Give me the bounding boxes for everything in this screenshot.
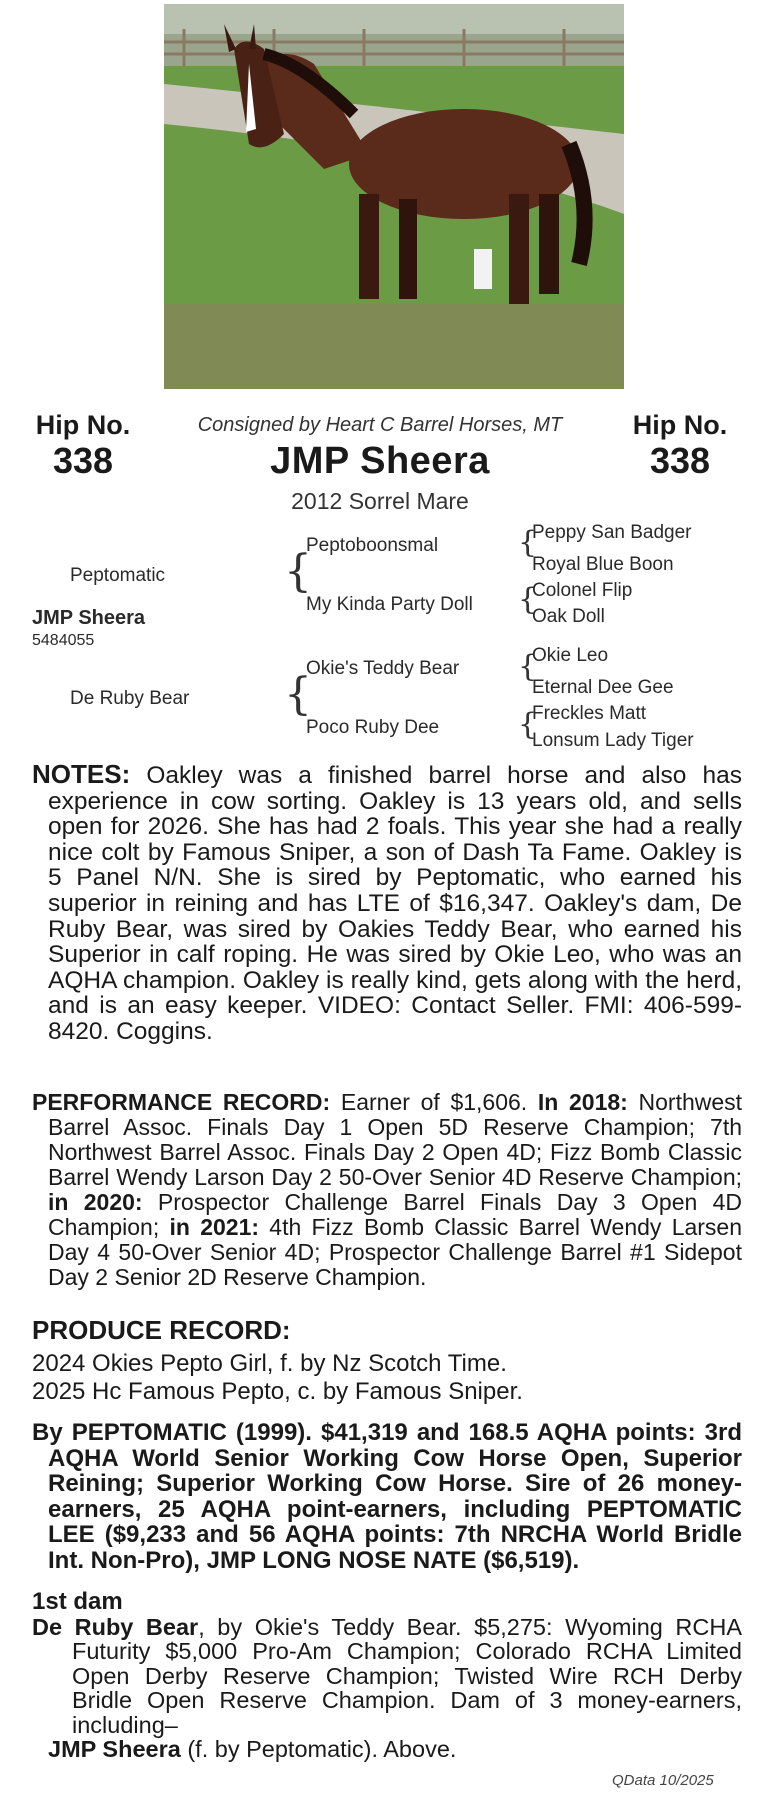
brace-ds: { — [518, 649, 538, 684]
hip-label: Hip No. — [632, 410, 728, 440]
first-dam-name: De Ruby Bear — [32, 1613, 199, 1640]
performance-year-1: In 2018: — [537, 1089, 628, 1115]
hip-label: Hip No. — [35, 410, 131, 440]
performance-year-2: in 2020: — [48, 1189, 143, 1215]
first-dam-label: 1st dam — [32, 1588, 123, 1615]
notes-text: Oakley was a finished barrel horse and also has experience in cow sorting. Oakley is 13 years old, and sells open for 2026. She has had 2 foals. This year she had a really nice colt by Famous Sniper, a son of Dash Ta Fame. Oakley is 5 Panel N/N. She is sired by Peptomatic, who earned his superior in reining and has LTE of $16,347. Oakley's dam, De Ruby Bear, was sired by Oakies Teddy Bear, who earned his Superior in calf roping. He was sired by Okie Leo, who was an AQHA champion. Oakley is really kind, gets along with the herd, and is an easy keeper. VIDEO: Contact Seller. FMI: 406-599-8420. Coggins. — [48, 762, 742, 1045]
pedigree-subject: JMP Sheera — [32, 607, 146, 629]
performance-label: PERFORMANCE RECORD: — [32, 1089, 331, 1115]
pedigree-sire-sire: Peptoboonsmal — [306, 535, 439, 556]
brace-sd: { — [518, 582, 538, 617]
pedigree-dam: De Ruby Bear — [70, 688, 190, 709]
performance-text-4: 4th Fizz Bomb Classic Barrel Wendy Larsen Day 4 50-Over Senior 4D; Prospector Challenge Barrel #1 Sidepot Day 2 Senior 2D Reserve Champion. — [48, 1214, 743, 1290]
pedigree-sd-sire: Colonel Flip — [532, 580, 633, 601]
pedigree-ss-dam: Royal Blue Boon — [532, 554, 674, 575]
sire-section — [32, 1420, 742, 1573]
performance-text-1: Earner of $1,606. — [340, 1089, 528, 1115]
brace-sire: { — [284, 546, 312, 597]
pedigree-sire-dam: My Kinda Party Doll — [306, 594, 473, 615]
brace-ss: { — [518, 525, 538, 560]
first-dam-text: , by Okie's Teddy Bear. $5,275: Wyoming RCHA Futurity $5,000 Pro-Am Champion; Colorado RCHA Limited Open Derby Reserve Champion; Twisted Wire RCH Derby Bridle Open Reserve Champion. Dam of 3 money-earners, including– — [72, 1613, 742, 1738]
notes-label: NOTES: — [32, 759, 131, 789]
first-dam-produce-text: (f. by Peptomatic). Above. — [187, 1736, 457, 1762]
performance-text-3: Prospector Challenge Barrel Finals Day 3 Open 4D Champion; — [48, 1189, 743, 1240]
first-dam-paragraph — [32, 1615, 742, 1738]
produce-line-2: 2025 Hc Famous Pepto, c. by Famous Sniper. — [32, 1377, 523, 1405]
performance-year-3: in 2021: — [169, 1214, 260, 1240]
brace-dd: { — [518, 707, 538, 742]
pedigree-ds-sire: Okie Leo — [532, 645, 609, 666]
footer-note: QData 10/2025 — [612, 1772, 714, 1789]
produce-label: PRODUCE RECORD: — [32, 1315, 291, 1345]
produce-line-1: 2024 Okies Pepto Girl, f. by Nz Scotch Time. — [32, 1349, 507, 1377]
pedigree-dam-sire: Okie's Teddy Bear — [306, 658, 460, 679]
pedigree-dd-dam: Lonsum Lady Tiger — [532, 730, 694, 751]
pedigree-ds-dam: Eternal Dee Gee — [532, 677, 674, 698]
performance-section — [32, 1090, 742, 1290]
pedigree-dd-sire: Freckles Matt — [532, 703, 647, 724]
horse-photo — [164, 4, 624, 389]
brace-dam: { — [284, 669, 312, 720]
produce-section — [32, 1315, 742, 1406]
horse-subtitle: 2012 Sorrel Mare — [291, 488, 469, 514]
sire-paragraph: By PEPTOMATIC (1999). $41,319 and 168.5 AQHA points: 3rd AQHA World Senior Working Cow Horse Open, Superior Reining; Superior Working Cow Horse. Sire of 26 money-earners, 25 AQHA point-earners, including PEPTOMATIC LEE ($9,233 and 56 AQHA points: 7th NRCHA World Bridle Int. Non-Pro), JMP LONG NOSE NATE ($6,519). — [32, 1419, 742, 1574]
horse-name: JMP Sheera — [270, 440, 490, 482]
pedigree-registration: 5484055 — [32, 632, 95, 649]
first-dam-section — [32, 1590, 742, 1762]
first-dam-produce — [32, 1737, 742, 1762]
consigned-by: Consigned by Heart C Barrel Horses, MT — [197, 414, 563, 436]
notes-paragraph — [32, 759, 742, 1045]
pedigree-ss-sire: Peppy San Badger — [532, 522, 692, 543]
pedigree-sire: Peptomatic — [70, 565, 166, 586]
first-dam-produce-name: JMP Sheera — [48, 1736, 181, 1762]
performance-text-2: Northwest Barrel Assoc. Finals Day 1 Open 5D Reserve Champion; 7th Northwest Barrel Assoc. Finals Day 2 Open 4D; Fizz Bomb Classic Barrel Wendy Larson Day 2 50-Over Senior 4D Reserve Champion; — [48, 1089, 743, 1190]
notes-section — [32, 759, 742, 1045]
hip-number: 338 — [52, 440, 114, 481]
performance-paragraph — [32, 1090, 742, 1290]
hip-right — [625, 410, 735, 482]
pedigree-dam-dam: Poco Ruby Dee — [306, 717, 440, 738]
horse-photo-icon — [164, 4, 624, 389]
hip-left — [28, 410, 138, 482]
hip-number: 338 — [649, 440, 711, 481]
pedigree-sd-dam: Oak Doll — [532, 606, 605, 627]
